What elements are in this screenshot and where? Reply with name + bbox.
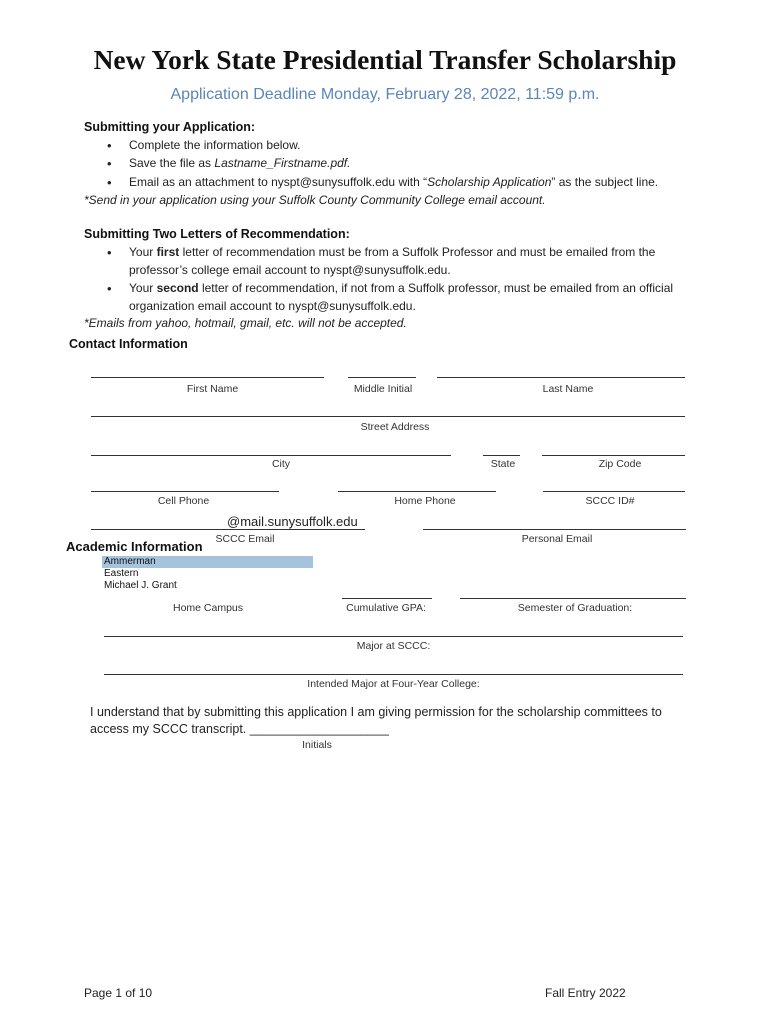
letters-bullet-2-cont: organization email account to nyspt@sunysuffolk.edu.	[129, 299, 416, 313]
letters-bullet-1: • Your first letter of recommendation must be from a Suffolk Professor and must be emailed from the	[107, 245, 656, 260]
home-campus-label: Home Campus	[172, 602, 244, 614]
sccc-email-suffix: @mail.sunysuffolk.edu	[227, 514, 358, 529]
last-name-field[interactable]	[437, 377, 685, 378]
state-field[interactable]	[483, 455, 520, 456]
personal-email-field[interactable]	[423, 529, 686, 530]
cell-phone-label: Cell Phone	[157, 495, 210, 507]
last-name-label: Last Name	[542, 383, 594, 395]
gpa-label: Cumulative GPA:	[346, 602, 426, 614]
cell-phone-field[interactable]	[91, 491, 279, 492]
sccc-email-label: SCCC Email	[215, 533, 275, 545]
letters-bullet-1-cont: professor’s college email account to nyspt@sunysuffolk.edu.	[129, 263, 451, 277]
page-title: New York State Presidential Transfer Scholarship	[93, 44, 677, 75]
middle-initial-label: Middle Initial	[353, 383, 413, 395]
submit-bullet-2: • Save the file as Lastname_Firstname.pdf.	[107, 156, 351, 171]
letters-note: *Emails from yahoo, hotmail, gmail, etc. will not be accepted.	[84, 316, 407, 330]
state-label: State	[490, 458, 516, 470]
home-campus-dropdown[interactable]	[102, 556, 313, 592]
sccc-email-field[interactable]	[91, 529, 365, 530]
sccc-id-label: SCCC ID#	[585, 495, 635, 507]
submit-bullet-3: • Email as an attachment to nyspt@sunysuffolk.edu with “Scholarship Application” as the subject line.	[107, 175, 659, 190]
major-field[interactable]	[104, 636, 683, 637]
street-address-field[interactable]	[91, 416, 685, 417]
consent-line-2: access my SCCC transcript. ____________________	[90, 722, 389, 736]
campus-option-ammerman[interactable]: Ammerman	[102, 556, 313, 568]
submit-note: *Send in your application using your Suffolk County Community College email account.	[84, 193, 546, 207]
zip-field[interactable]	[542, 455, 685, 456]
page-number: Page 1 of 10	[84, 986, 153, 1000]
intended-major-field[interactable]	[104, 674, 683, 675]
major-label: Major at SCCC:	[356, 640, 431, 652]
sccc-id-field[interactable]	[543, 491, 685, 492]
street-address-label: Street Address	[360, 421, 430, 433]
intended-major-label: Intended Major at Four-Year College:	[307, 678, 480, 690]
submit-bullet-1: • Complete the information below.	[107, 138, 301, 153]
academic-heading: Academic Information	[66, 539, 203, 554]
semester-field[interactable]	[460, 598, 686, 599]
initials-label: Initials	[302, 739, 332, 751]
first-name-field[interactable]	[91, 377, 324, 378]
personal-email-label: Personal Email	[521, 533, 593, 545]
campus-option-grant[interactable]: Michael J. Grant	[104, 580, 177, 591]
semester-label: Semester of Graduation:	[517, 602, 633, 614]
zip-label: Zip Code	[598, 458, 642, 470]
entry-term: Fall Entry 2022	[545, 986, 626, 1000]
letters-heading: Submitting Two Letters of Recommendation:	[84, 227, 350, 241]
home-phone-field[interactable]	[338, 491, 496, 492]
application-deadline: Application Deadline Monday, February 28, 2022, 11:59 p.m.	[170, 86, 600, 103]
consent-line-1: I understand that by submitting this application I am giving permission for the scholarship committees to	[90, 705, 662, 719]
letters-bullet-2: • Your second letter of recommendation, if not from a Suffolk professor, must be emailed from an official	[107, 281, 674, 296]
contact-heading: Contact Information	[69, 337, 188, 351]
city-label: City	[271, 458, 291, 470]
middle-initial-field[interactable]	[348, 377, 416, 378]
first-name-label: First Name	[186, 383, 239, 395]
campus-option-eastern[interactable]: Eastern	[104, 568, 139, 579]
city-field[interactable]	[91, 455, 451, 456]
gpa-field[interactable]	[342, 598, 432, 599]
home-phone-label: Home Phone	[394, 495, 456, 507]
submitting-heading: Submitting your Application:	[84, 120, 256, 134]
